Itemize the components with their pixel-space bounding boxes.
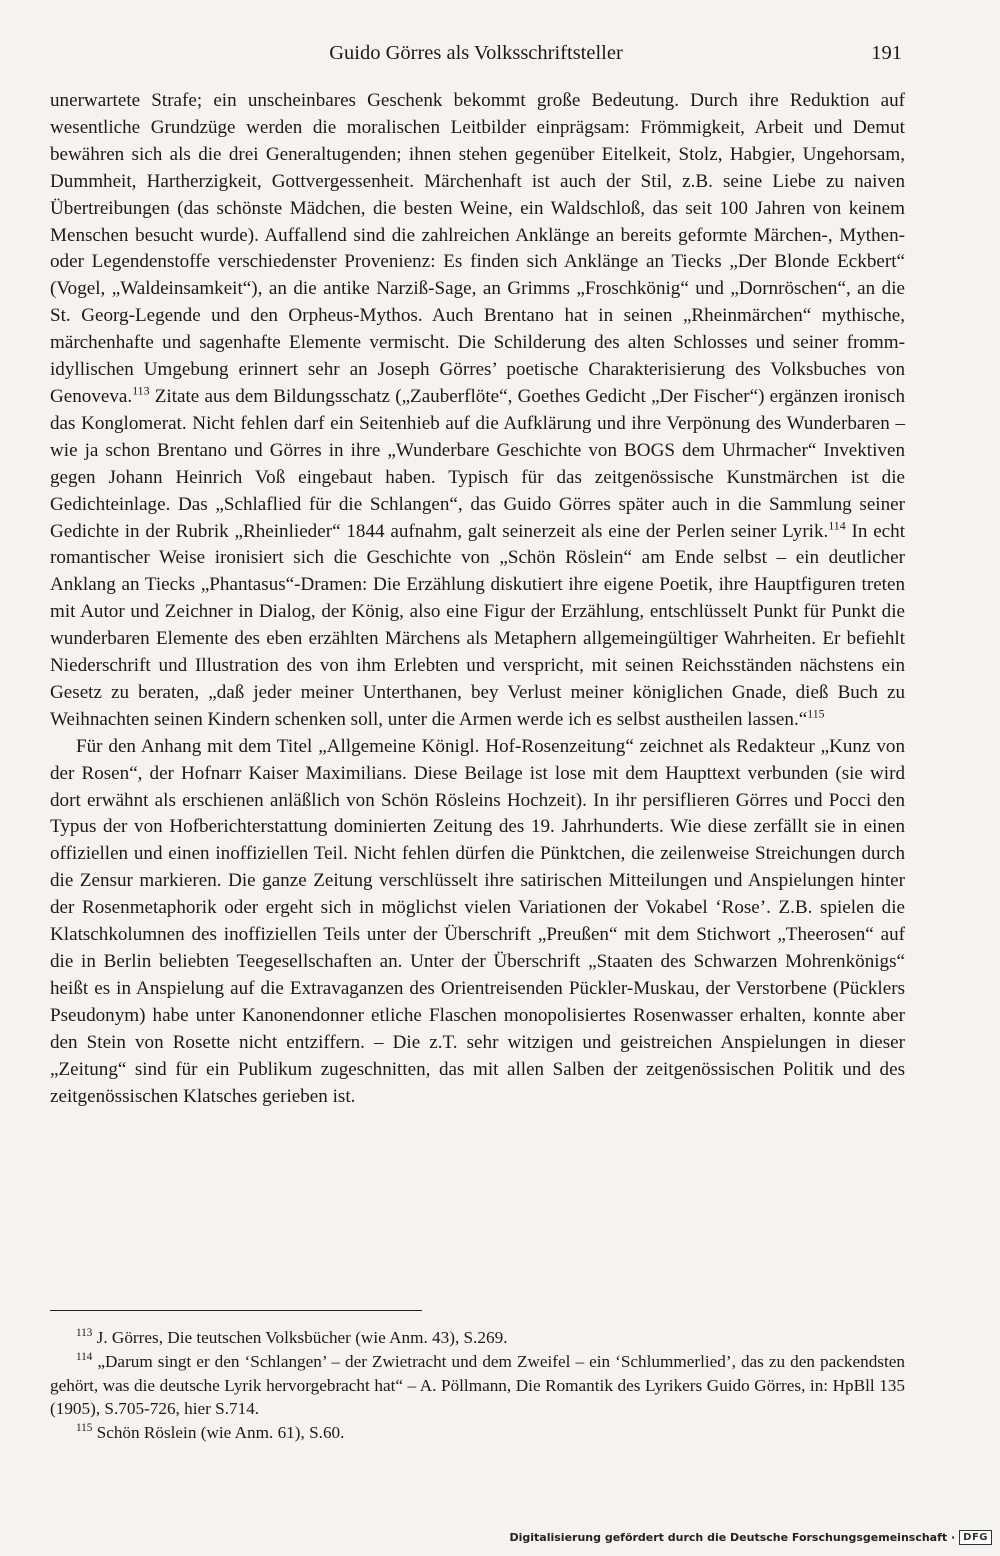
- footnote-text: Schön Röslein (wie Anm. 61), S.60.: [92, 1423, 345, 1443]
- dfg-logo-icon: DFG: [959, 1530, 992, 1545]
- footnote-text: J. Görres, Die teutschen Volksbücher (wie Anm. 43), S.269.: [92, 1328, 508, 1347]
- footnote-divider: [50, 1310, 422, 1311]
- body-text: [50, 88, 905, 1110]
- credit-text: Digitalisierung gefördert durch die Deutsche Forschungsgemeinschaft ·: [509, 1530, 956, 1544]
- footnote-ref-115: 115: [807, 706, 825, 721]
- footnote-ref-114: 114: [828, 518, 846, 533]
- footnotes: [50, 1326, 905, 1445]
- paragraph-1-part-c: In echt romantischer Weise ironisiert sich die Geschichte von „Schön Röslein“ am Ende selbst – ein deutlicher Anklang an Tiecks „Phantasus“-Dramen: Die Erzählung diskutiert ihre eigene Poetik, ihre Hauptfiguren treten mit Autor und Zeichner in Dialog, der König, also eine Figur der Erzählung, entschlüsselt Punkt für Punkt die wunderbaren Elemente des eben erzählten Märchens als Metaphern allgemeingültiger Wahrheiten. Er befiehlt Niederschrift und Illustration des von ihm Erlebten und verspricht, mit seinen Reichsständen nächstens ein Gesetz zu beraten, „daß jeder meiner Unterthanen, bey Verlust meiner königlichen Gnade, dieß Buch zu Weihnachten seinen Kindern schenken soll, unter die Armen werde ich es selbst austheilen lassen.“: [50, 520, 905, 730]
- footnote-ref-113: 113: [132, 383, 150, 398]
- footnote-text: „Darum singt er den ‘Schlangen’ – der Zwietracht und dem Zweifel – ein ‘Schlummerlied’, das zu den packendsten gehört, was die deutsche Lyrik hervorgebracht hat“ – A. Pöllmann, Die Romantik des Lyrikers Guido Görres, in: HpBll 135 (1905), S.705-726, hier S.714.: [50, 1351, 905, 1419]
- paragraph-2: Für den Anhang mit dem Titel „Allgemeine Königl. Hof-Rosenzeitung“ zeichnet als Redakteur „Kunz von der Rosen“, der Hofnarr Kaiser Maximilians. Diese Beilage ist lose mit dem Haupttext verbunden (sie wird dort erwähnt als erschienen anläßlich von Schön Rösleins Hochzeit). In ihr persiflieren Görres und Pocci den Typus der von Hofberichterstattung dominierten Zeitung des 19. Jahrhunderts. Wie diese zerfällt sie in einen offiziellen und einen inoffiziellen Teil. Nicht fehlen dürfen die Pünktchen, die zeilenweise Streichungen durch die Zensur markieren. Die ganze Zeitung verschlüsselt ihre satirischen Mitteilungen und Anspielungen hinter der Rosenmetaphorik oder ergeht sich in möglichst vielen Variationen der Vokabel ‘Rose’. Z.B. spielen die Klatschkolumnen des inoffiziellen Teils unter der Überschrift „Preußen“ mit dem Stichwort „Theerosen“ auf die in Berlin beliebten Teegesellschaften an. Unter der Überschrift „Staaten des Schwarzen Mohrenkönigs“ heißt es in Anspielung auf die Extravaganzen des Orientreisenden Pückler-Muskau, der Verstorbene (Pücklers Pseudonym) habe unter Kanonendonner etliche Flaschen monopolisiertes Rosenwasser erhalten, konnte aber den Stein von Rosette nicht entziffern. – Die z.T. sehr witzigen und geistreichen Anspielungen in dieser „Zeitung“ sind für ein Publikum zugeschnitten, das mit allen Salben der zeitgenössischen Politik und des zeitgenössischen Klatsches gerieben ist.: [50, 735, 905, 1107]
- digitization-credit: [509, 1526, 992, 1548]
- footnote-114: [50, 1350, 905, 1421]
- footnote-number: 115: [76, 1422, 93, 1435]
- footnote-number: 113: [76, 1327, 93, 1340]
- paragraph-1-part-b: Zitate aus dem Bildungsschatz („Zauberflöte“, Goethes Gedicht „Der Fischer“) ergänzen ironisch das Konglomerat. Nicht fehlen darf ein Seitenhieb auf die Aufklärung und ihre Verpönung des Wunderbaren – wie ja schon Brentano und Görres in ihre „Wunderbare Geschichte von BOGS dem Uhrmacher“ Invektiven gegen Johann Heinrich Voß eingebaut haben. Typisch für das zeitgenössische Kunstmärchen ist die Gedichteinlage. Das „Schlaflied für die Schlangen“, das Guido Görres später auch in die Sammlung seiner Gedichte in der Rubrik „Rheinlieder“ 1844 aufnahm, galt seinerzeit als eine der Perlen seiner Lyrik.: [50, 385, 905, 542]
- footnote-number: 114: [76, 1350, 93, 1363]
- page-number: 191: [871, 42, 902, 64]
- paragraph-1: [50, 88, 905, 734]
- footnote-113: [50, 1326, 905, 1350]
- page-header: [50, 42, 902, 72]
- paragraph-1-part-a: unerwartete Strafe; ein unscheinbares Geschenk bekommt große Bedeutung. Durch ihre Reduktion auf wesentliche Grundzüge werden die moralischen Leitbilder einprägsam: Frömmigkeit, Arbeit und Demut bewähren sich als die drei Generaltugenden; ihnen stehen gegenüber Eitelkeit, Stolz, Habgier, Ungehorsam, Dummheit, Hartherzigkeit, Gottvergessenheit. Märchenhaft ist auch der Stil, z.B. seine Liebe zu naiven Übertreibungen (das schönste Mädchen, die besten Weine, ein Waldschloß, das seit 100 Jahren von keinem Menschen besucht wurde). Auffallend sind die zahlreichen Anklänge an bereits geformte Märchen-, Mythen- oder Legendenstoffe verschiedenster Provenienz: Es finden sich Anklänge an Tiecks „Der Blonde Eckbert“ (Vogel, „Waldeinsamkeit“), an die antike Narziß-Sage, an Grimms „Froschkönig“ und „Dornröschen“, an die St. Georg-Legende und den Orpheus-Mythos. Auch Brentano hat in seinen „Rheinmärchen“ mythische, märchenhafte und sagenhafte Elemente vermischt. Die Schilderung des alten Schlosses und seiner fromm-idyllischen Umgebung erinnert sehr an Joseph Görres’ poetische Charakterisierung des Volksbuches von Genoveva.: [50, 90, 905, 407]
- running-title: Guido Görres als Volksschriftsteller: [329, 42, 623, 64]
- footnote-115: [50, 1421, 905, 1445]
